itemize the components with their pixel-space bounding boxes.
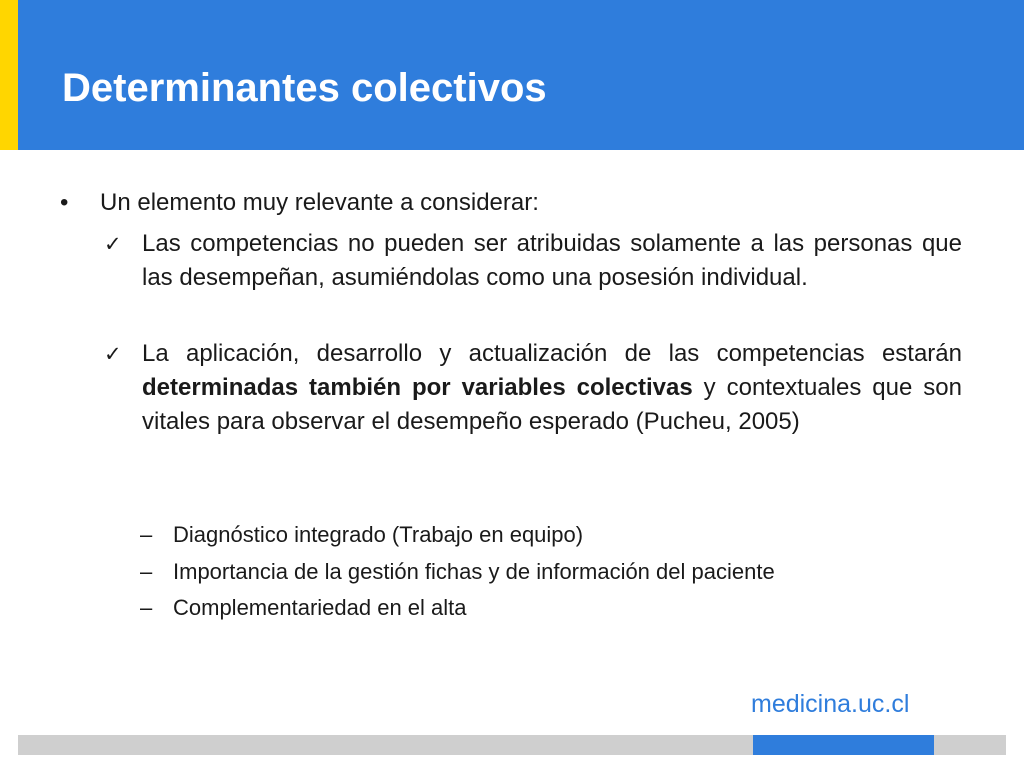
dash-item-text: Diagnóstico integrado (Trabajo en equipo) bbox=[173, 522, 584, 547]
dash-marker: – bbox=[140, 595, 153, 620]
slide-title: Determinantes colectivos bbox=[62, 66, 547, 110]
accent-strip bbox=[0, 0, 18, 150]
bullet-text: Un elemento muy relevante a considerar: bbox=[100, 189, 539, 216]
footer-accent-bar bbox=[753, 735, 934, 755]
check-item-text: Las competencias no pueden ser atribuidas solamente a las personas que las desempeñan, asumiéndolas como una posesión individual. bbox=[142, 230, 962, 291]
site-url-link[interactable]: medicina.uc.cl bbox=[751, 690, 910, 718]
dash-item-text: Complementariedad en el alta bbox=[173, 595, 467, 620]
dash-item-text: Importancia de la gestión fichas y de información del paciente bbox=[173, 559, 775, 584]
check-item-text-bold: determinadas también por variables colectivas bbox=[142, 374, 693, 401]
dash-marker: – bbox=[140, 559, 153, 584]
check-item-text-end: y contextuales que son vitales para observar el desempeño esperado (Pucheu, 2005) bbox=[142, 374, 962, 435]
check-item-text-start: La aplicación, desarrollo y actualización de las competencias estarán bbox=[142, 340, 962, 367]
bullet-marker: • bbox=[60, 189, 69, 216]
dash-marker: – bbox=[140, 522, 153, 547]
check-item-text bbox=[142, 337, 962, 439]
checkmark-icon: ✓ bbox=[104, 342, 122, 366]
checkmark-icon: ✓ bbox=[104, 232, 122, 256]
